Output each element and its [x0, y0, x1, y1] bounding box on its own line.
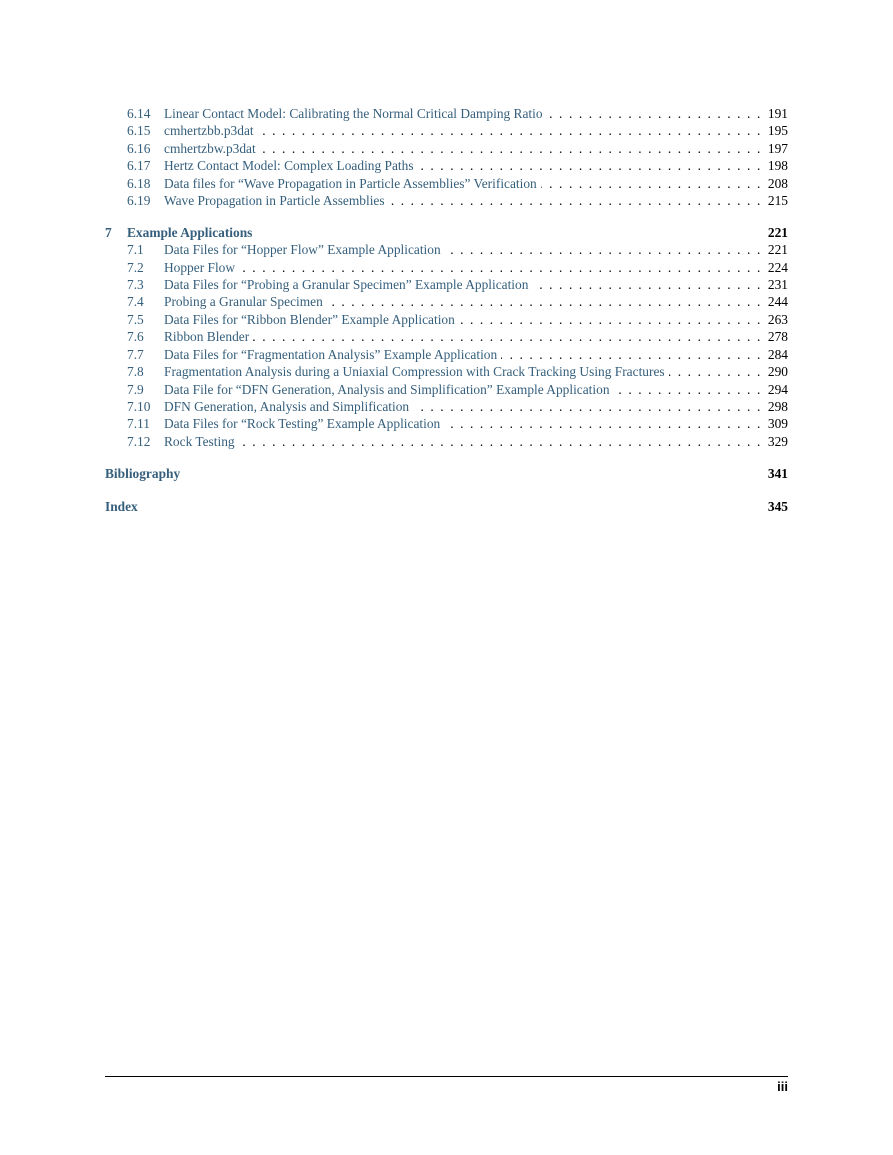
spacer: [105, 483, 788, 498]
toc-entry-title[interactable]: Hopper Flow: [164, 259, 236, 275]
toc-entry-number: 6.18: [127, 175, 151, 191]
dot-leader: [253, 328, 762, 345]
toc-entry-title[interactable]: cmhertzbw.p3dat: [164, 140, 256, 156]
toc-entry-number: 6.15: [127, 123, 151, 139]
toc-entry-number: 7.8: [127, 364, 144, 380]
dot-leader: [541, 175, 762, 192]
toc-entry-page[interactable]: 284: [767, 346, 788, 362]
toc-entry-page[interactable]: 195: [767, 123, 788, 139]
toc-entry-page[interactable]: 231: [767, 276, 788, 292]
footer-divider: [105, 1076, 788, 1077]
dot-leader: [459, 311, 762, 328]
toc-entry-6-14[interactable]: [105, 105, 788, 122]
toc-index[interactable]: [105, 498, 788, 515]
toc-entry-page[interactable]: 298: [767, 399, 788, 414]
toc-entry-number: 7.2: [127, 259, 144, 275]
toc-entry-number: 7.10: [127, 399, 151, 414]
toc-entry-title[interactable]: Ribbon Blender: [164, 329, 250, 345]
toc-entry-7-4[interactable]: [105, 293, 788, 310]
toc-entry-7-3[interactable]: [105, 276, 788, 293]
toc-entry-title[interactable]: Data Files for “Hopper Flow” Example Application: [164, 242, 441, 258]
chapter-title[interactable]: Example Applications: [127, 224, 253, 240]
toc-entry-7-5[interactable]: [105, 311, 788, 328]
toc-entry-page[interactable]: 221: [767, 242, 788, 258]
dot-leader: [501, 346, 762, 363]
toc-entry-title[interactable]: Data Files for “Rock Testing” Example Application: [164, 416, 441, 432]
toc-entry-7-1[interactable]: [105, 241, 788, 258]
toc-entry-page[interactable]: 290: [767, 364, 788, 380]
toc-entry-number: 6.19: [127, 193, 151, 209]
dot-leader: [260, 140, 762, 157]
toc-entry-title[interactable]: Wave Propagation in Particle Assemblies: [164, 193, 385, 209]
dot-leader: [669, 363, 762, 380]
toc-entry-number: 7.12: [127, 433, 151, 449]
toc-entry-number: 7.1: [127, 242, 144, 258]
toc-entry-title[interactable]: cmhertzbb.p3dat: [164, 123, 254, 139]
toc-entry-page[interactable]: 263: [767, 311, 788, 327]
bibliography-title[interactable]: Bibliography: [105, 466, 181, 482]
toc-entry-number: 7.11: [127, 416, 150, 432]
toc-entry-number: 6.14: [127, 106, 151, 121]
toc-entry-6-17[interactable]: [105, 157, 788, 174]
toc-entry-page[interactable]: 294: [767, 381, 788, 397]
toc-entry-number: 7.4: [127, 294, 144, 310]
toc-entry-page[interactable]: 244: [767, 294, 788, 310]
toc-entry-title[interactable]: Rock Testing: [164, 433, 235, 449]
toc-entry-page[interactable]: 224: [767, 259, 788, 275]
toc-entry-7-12[interactable]: [105, 433, 788, 450]
toc-entry-number: 7.9: [127, 381, 144, 397]
toc-entry-page[interactable]: 198: [767, 158, 788, 174]
bibliography-page[interactable]: 341: [767, 466, 788, 482]
dot-leader: [444, 415, 762, 432]
toc-entry-7-9[interactable]: [105, 381, 788, 398]
toc-entry-title[interactable]: Linear Contact Model: Calibrating the Normal Critical Damping Ratio: [164, 106, 543, 121]
toc-section-list: [105, 105, 788, 210]
toc-entry-title[interactable]: Fragmentation Analysis during a Uniaxial Compression with Crack Tracking Using Fractures: [164, 364, 665, 380]
chapter-page[interactable]: 221: [767, 224, 788, 240]
chapter-number: 7: [105, 224, 112, 240]
toc-entry-number: 7.5: [127, 311, 144, 327]
dot-leader: [239, 433, 762, 450]
toc-entry-title[interactable]: Probing a Granular Specimen: [164, 294, 323, 310]
toc-entry-6-18[interactable]: [105, 175, 788, 192]
toc-entry-7-8[interactable]: [105, 363, 788, 380]
toc-entry-7-6[interactable]: [105, 328, 788, 345]
toc-entry-number: 7.6: [127, 329, 144, 345]
toc-entry-title[interactable]: Data File for “DFN Generation, Analysis and Simplification” Example Application: [164, 381, 610, 397]
dot-leader: [532, 276, 761, 293]
toc-entry-title[interactable]: Hertz Contact Model: Complex Loading Paths: [164, 158, 414, 174]
dot-leader: [614, 381, 762, 398]
spacer: [105, 450, 788, 465]
index-title[interactable]: Index: [105, 498, 138, 514]
toc-entry-title[interactable]: Data Files for “Ribbon Blender” Example Application: [164, 311, 455, 327]
toc-entry-7-11[interactable]: [105, 415, 788, 432]
dot-leader: [239, 259, 762, 276]
toc-entry-number: 7.3: [127, 276, 144, 292]
toc-entry-7-10[interactable]: [105, 398, 788, 415]
toc-chapter-7-sections: [105, 241, 788, 450]
toc-chapter-7[interactable]: [105, 224, 788, 241]
toc-entry-title[interactable]: DFN Generation, Analysis and Simplification: [164, 399, 410, 414]
toc-entry-title[interactable]: Data Files for “Fragmentation Analysis” Example Application: [164, 346, 498, 362]
dot-leader: [547, 105, 762, 122]
dot-leader: [445, 241, 762, 258]
dot-leader: [327, 293, 762, 310]
toc-entry-page[interactable]: 191: [767, 106, 788, 121]
dot-leader: [413, 398, 762, 415]
toc-entry-number: 6.16: [127, 140, 151, 156]
toc-entry-7-7[interactable]: [105, 346, 788, 363]
toc-entry-6-19[interactable]: [105, 192, 788, 209]
toc-entry-page[interactable]: 329: [767, 433, 788, 449]
toc-entry-page[interactable]: 278: [767, 329, 788, 345]
toc-entry-page[interactable]: 208: [767, 175, 788, 191]
toc-entry-number: 6.17: [127, 158, 151, 174]
toc-entry-title[interactable]: Data Files for “Probing a Granular Specimen” Example Application: [164, 276, 529, 292]
dot-leader: [258, 122, 762, 139]
toc-entry-title[interactable]: Data files for “Wave Propagation in Particle Assemblies” Verification: [164, 175, 537, 191]
spacer: [105, 210, 788, 224]
toc-entry-6-15[interactable]: [105, 122, 788, 139]
table-of-contents: [105, 105, 788, 515]
index-page[interactable]: 345: [767, 498, 788, 514]
toc-entry-7-2[interactable]: [105, 259, 788, 276]
toc-bibliography[interactable]: [105, 465, 788, 482]
toc-entry-page[interactable]: 197: [767, 140, 788, 156]
toc-entry-number: 7.7: [127, 346, 144, 362]
toc-entry-6-16[interactable]: [105, 140, 788, 157]
dot-leader: [389, 192, 762, 209]
toc-entry-page[interactable]: 215: [767, 193, 788, 209]
toc-entry-page[interactable]: 309: [767, 416, 788, 432]
footer-page-number: iii: [777, 1079, 788, 1094]
dot-leader: [418, 157, 762, 174]
